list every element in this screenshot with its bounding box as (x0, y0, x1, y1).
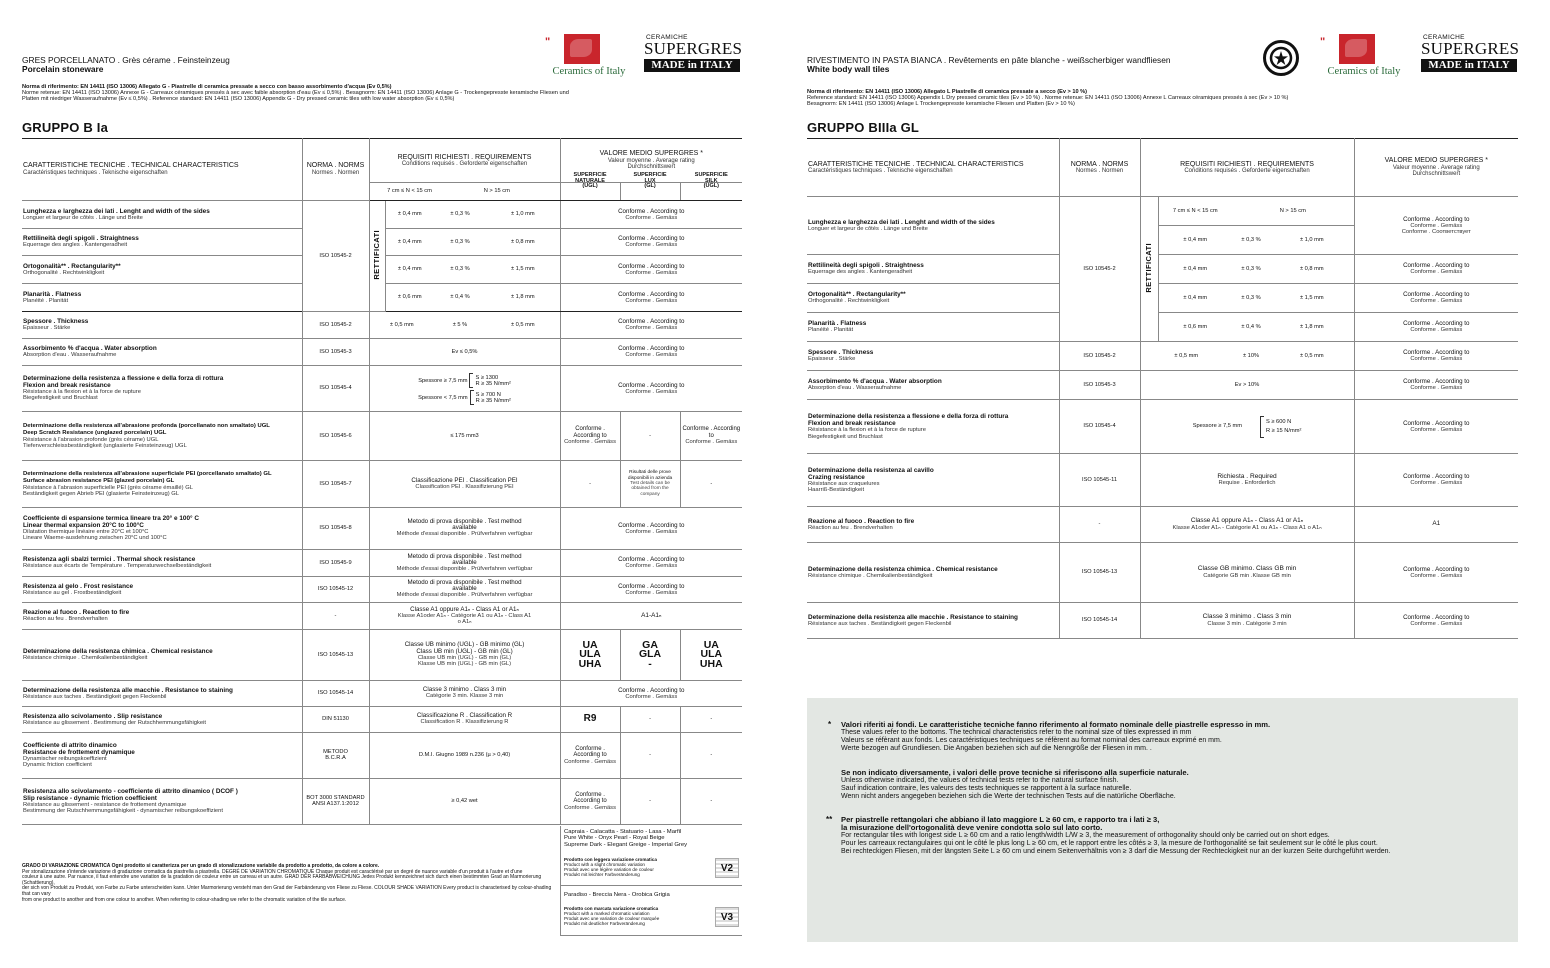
table-row: Determinazione della resistenza a flessione e della forza di rottura Flexion and break resistance Résistance à la flexion et à la force de rupture Biegefestigkeit und Bruchlast ISO 10545-4 Spessore ≥ 7,5 mm S ≥ 600 N R ≥ 15 N/mm² Conforme . According to Conforme . Gemäss (807, 400, 1518, 454)
table-row: Determinazione della resistenza alle macchie . Resistance to staining Résistance aux taches . Beständigkeit gegen Fleckenbil ISO 10545-14 Classe 3 minimo . Class 3 min Classe 3 min . Catégorie 3 min Conforme . According to Conforme . Gemäss (807, 603, 1518, 639)
left-title (22, 56, 230, 74)
table-row: Ortogonalità** . Rectangularity** Orthogonalité . Rechtwinkligkeit ± 0,4 mm ± 0,3 % ± 1,5 mm Conforme . According to Conforme . Gemäss (807, 284, 1518, 313)
supergres-line2: SUPERGRES (644, 39, 743, 58)
supergres-line1: CERAMICHE (646, 34, 688, 41)
table-row: Determinazione della resistenza all'abrasione superficiale PEI (porcellanato smaltato) GL Surface abrasion resistance PEI (glazed porcelain) GL Résistance à l'abrasion superficielle PEI (grès cérame émaillé) GL Beständigkeit gegen Abrieb PEI (glasierte Feinsteinzeug) GL ISO 10545-7 Classificazione PEI . Classification PEI Classification PEI . Klassifizierung PEI - Risultati delle prove disponibili in azienda Test details can be obtained from the company - (22, 460, 742, 507)
ceramics-logo-text: Ceramics of Italy (552, 66, 626, 77)
table-row: Planarità . Flatness Planéité . Planität ± 0,6 mm ± 0,4 % ± 1,8 mm Conforme . According to Conforme . Gemäss (22, 283, 742, 311)
right-group-title: GRUPPO BIIIa GL (807, 120, 920, 135)
left-norm-line3: Platten mit niedriger Wasseraufnahme (Ev ≤ 0,5%) . Reference standard: EN 14411 (ISO 13006) Appendix G - Dry pressed ceramic tiles with low water absorption (Ev ≤ 0,5%) (22, 96, 455, 102)
table-row: Determinazione della resistenza al cavillo Crazing resistance Résistance aux craquelures Haarriß-Beständigkeit ISO 10545-11 Richiesta . Required Requise . Enforderlich Conforme . According to Conforme . Gemäss (807, 454, 1518, 507)
table-row: Resistenza allo scivolamento . Slip resistance Résistance au glissement . Bestimmung der Rutschhemmungsfähigkeit DIN 51130 Classificazione R . Classification R Classification R . Klassifizierung R R9 - - (22, 706, 742, 732)
right-norm-line3: Besagnorm: EN 14411 (ISO 13006) Anlage L Trockengepresste keramische Fliesen und Platten (Ev > 10 %) (807, 101, 1075, 107)
right-norm (807, 89, 1457, 107)
table-row: Rettilineità degli spigoli . Straightness Equerrage des angles . Kantengeradheit ± 0,4 mm ± 0,3 % ± 0,8 mm Conforme . According to Conforme . Gemäss (22, 228, 742, 255)
table-row: Determinazione della resistenza a flessione e della forza di rottura Flexion and break resistance Résistance à la flexion et à la force de rupture Biegefestigkeit und Bruchlast ISO 10545-4 Spessore ≥ 7,5 mm S ≥ 1300 R ≥ 35 N/mm² Spessore < 7,5 mm S ≥ 700 N R ≥ 35 N/mm² Conforme . According to Conforme . Gemäss (22, 365, 742, 411)
v3-box: Paradiso - Breccia Nera - Orobica Grigia Prodotto con marcata variazione cromatica Product with a marked chromatic variation Produit avec une variation de couleur marquée Produkt mit deutlicher Farbveränderung V3 (560, 886, 742, 936)
supergres-logo-right: CERAMICHE SUPERGRES MADE in ITALY (1421, 34, 1520, 71)
quality-seal-icon (1263, 40, 1299, 76)
v2-badge: V2 (715, 858, 739, 878)
table-row: Assorbimento % d'acqua . Water absorption Absorption d'eau . Wasseraufnahme ISO 10545-3 Ev > 10% Conforme . According to Conforme . Gemäss (807, 371, 1518, 400)
ceramics-logo-text: Ceramics of Italy (1327, 66, 1401, 77)
ceramics-logo-square-icon (564, 34, 600, 64)
table-row: Determinazione della resistenza alle macchie . Resistance to staining Résistance aux taches . Beständigkeit gegen Fleckenbil ISO 10545-14 Classe 3 minimo . Class 3 min Catégorie 3 min. Klasse 3 min Conforme . According to Conforme . Gemäss (22, 680, 742, 706)
left-norm-line1: Norma di riferimento: EN 14411 (ISO 13006) Allegato G - Piastrelle di ceramica pressate a secco con basso assorbimento d'acqua (Ev 0,5%) (22, 84, 392, 90)
rettificati-label: RETTIFICATI (371, 229, 381, 280)
note-1: * Valori riferiti ai fondi. Le caratteristiche tecniche fanno riferimento al formato nominale delle piastrelle espresso in mm. These values refer to the bottoms. The technical characteristics refer to the nominal size of tiles expressed in mm Valeurs se réfèrant aux fonds. Les caractéristiques techniques se réfèrent au format nominal des carreaux exprimé en mm. Werte bezogen auf Grundliesen. Die Angaben beziehen sich auf die Nenngröße der Fliesen in mm. . (828, 720, 1271, 752)
left-group-title: GRUPPO B Ia (22, 120, 108, 135)
table-header-row: CARATTERISTICHE TECNICHE . TECHNICAL CHARACTERISTICS Caractéristiques techniques . Teknische eigenschaften NORMA . NORMS Normes . Normen REQUISITI RICHIESTI . REQUIREMENTS Conditions requisés . Geforderte eigenschaften VALORE MEDIO SUPERGRES * Valeur moyenne . Average rating Durchschnittswert (22, 139, 742, 183)
right-norm-line1: Norma di riferimento: EN 14411 (ISO 13006) Allegato L Piastrelle di ceramica pressate a secco (Ev > 10 %) (807, 89, 1087, 95)
ceramics-of-italy-logo: " Ceramics of Italy (545, 34, 633, 84)
colour-variation-text: GRADO DI VARIAZIONE CROMATICA Ogni prodotto si caratterizza per un grado di stonalizzazione variabile da prodotto a prodotto, da colore a colore. Per stonalizzazione s'intende variazione di gradazione cromatica da piastrella a piastrella. DEGRÉ DE VARIATION CHROMATIQUE Chaque produit est caractérisé par un degré de nuance variable d'un produit à l'autre et d'une couleur à une autre. Par nuance, il faut entendre une variation de la gradation de couleur entre un carreau et un autre. GRAD DER FARBABWEICHUNG Jedes Produkt kennzeichnet sich durch einen bestimmten Grad an Marmorierung (Schattierung), der sich von Produkt zu Produkt, von Farbe zu Farbe unterscheiden kann. Unter Marmorierung versteht man den Grad der Farbänderung von Fliese zu Fliese. COLOUR SHADE VARIATION Every product is characterised by colour-shading that can vary from one product to another and from one colour to another. When referring to colour-shading we refer to the chromatic variation of the tile surface. (22, 863, 552, 903)
right-title (807, 56, 1171, 74)
table-row: Determinazione della resistenza chimica . Chemical resistance Résistance chimique . Chemikalienbeständigkeit ISO 10545-13 Classe GB minimo. Class GB min Catégorie GB min .Klasse GB min Conforme . According to Conforme . Gemäss (807, 543, 1518, 603)
table-row: Ortogonalità** . Rectangularity** Orthogonalité . Rechtwinkligkeit ± 0,4 mm ± 0,3 % ± 1,5 mm Conforme . According to Conforme . Gemäss (22, 255, 742, 283)
table-header-row: CARATTERISTICHE TECNICHE . TECHNICAL CHARACTERISTICS Caractéristiques techniques . Teknische eigenschaften NORMA . NORMS Normes . Normen REQUISITI RICHIESTI . REQUIREMENTS Conditions requisés . Geforderte eigenschaften VALORE MEDIO SUPERGRES * Valeur moyenne . Average rating Durchschnittswert (807, 139, 1518, 197)
note-3: ** Per piastrelle rettangolari che abbiano il lato maggiore L ≥ 60 cm, e rapporto tra i lati ≥ 3, la misurazione dell'ortogonalità deve venire condotta solo sul lato corto. For rectangular tiles with longest side L ≥ 60 cm and a ratio length/width L/W ≥ 3, the measurement of orthogonality should only be carried out on short edges. Pour les carreaux rectangulaires qui ont le côté le plus long L ≥ 60 cm, et le rapport entre les côtés ≥ 3, la mesure de l'orthogonalité se fait seulement sur le côté le plus court. Bei rechteckigen Fliesen, mit der längsten Seite L ≥ 60 cm und einem Seitenverhältnis von ≥ 3 darf die Messung der Rechteckigkeit nur an der kurzen Seite durchgeführt werden. (826, 815, 1391, 855)
table-row: Spessore . Thickness Epaisseur . Stärke ISO 10545-2 ± 0,5 mm ± 10% ± 0,5 mm Conforme . According to Conforme . Gemäss (807, 342, 1518, 371)
ceramics-of-italy-logo-right: " Ceramics of Italy (1320, 34, 1408, 84)
left-spec-table: CARATTERISTICHE TECNICHE . TECHNICAL CHARACTERISTICS Caractéristiques techniques . Teknische eigenschaften NORMA . NORMS Normes . Normen REQUISITI RICHIESTI . REQUIREMENTS Conditions requisés . Geforderte eigenschaften VALORE MEDIO SUPERGRES * Valeur moyenne . Average rating Durchschnittswert 7 cm ≤ N < 15 cm N > 15 cm SUPERFICIE NATURALE (UGL) SUPERFICIE LUX (GL) SUPERFICIE SILK (UGL) Lunghezza e larghezza dei lati . Lenght and width of the sides Longuer et largeur de côtés . Länge und Breite ISO 10545-2 RETTIFICATI ± 0,4 mm ± 0,3 % ± 1,0 mm Conforme . According to Conforme . Gemäss Rettilineità degli spigoli . Straightness Equerrage des angles . Kantengeradheit ± 0,4 mm ± 0,3 % ± 0,8 mm Conforme . According to Conforme . Gemäss Ortogonalità** . Rectangularity** Orthogonalité . Rechtwinkligkeit ± 0,4 mm ± 0,3 % ± 1,5 mm Conforme . According to Conforme . Gemäss Planarità . Flatness Planéité . Planität ± 0,6 mm ± 0,4 % ± 1,8 mm Conforme . According to Conforme . Gemäss Spessore . Thickness Epaisseur . Stärke ISO 10545-2 ± 0,5 mm ± 5 % ± 0,5 mm Conforme . According to Conforme . Gemäss Assorbimento % d'acqua . Water absorption Absorption d'eau . Wasseraufnahme ISO 10545-3 Ev ≤ 0,5% Conforme . According to Conforme . Gemäss Determinazione della resistenza a flessione e della forza di rottura Flexion and break resistance Résistance à la flexion et à la force de rupture Biegefestigkeit und Bruchlast ISO 10545-4 Spessore ≥ 7,5 mm S ≥ 1300 R ≥ 35 N/mm² Spessore < 7,5 mm S ≥ 700 N R ≥ 35 N/mm² Conforme . According to Conforme . Gemäss Determinazione della resistenza all'abrasione profonda (porcellanato non smaltato) UGL Deep Scratch Resistance (unglazed porcelain) UGL Résistance à l'abrasion profonde (grès cérame) UGL Tiefenverschleissbeständigkeit (unglasierte Feinsteinzeug) UGL ISO 10545-6 ≤ 175 mm3 Conforme . According to Conforme . Gemäss - Conforme . According to Conforme . Gemäss Determinazione della resistenza all'abrasione superficiale PEI (porcellanato smaltato) GL Surface abrasion resistance PEI (glazed porcelain) GL Résistance à l'abrasion superficielle PEI (grès cérame émaillé) GL Beständigkeit gegen Abrieb PEI (glasierte Feinsteinzeug) GL ISO 10545-7 Classificazione PEI . Classification PEI Classification PEI . Klassifizierung PEI - Risultati delle prove disponibili in azienda Test details can be obtained from the company - Coefficiente di espansione termica lineare tra 20° e 100° C Linear thermal expansion 20°C to 100°C Dilatation thermique linéaire entre 20°C et 100°C Lineare Waeme-ausdehnung zwischen 20°C und 100°C ISO 10545-8 Metodo di prova disponibile . Test method available Méthode d'essai disponible . Prüfverfahren verfügbar Conforme . According to Conforme . Gemäss Resistenza agli sbalzi termici . Thermal shock resistance Résistance aux écarts de Température . Temperaturwechselbeständigkeit ISO 10545-9 Metodo di prova disponibile . Test method available Méthode d'essai disponible . Prüfverfahren verfügbar Conforme . According to Conforme . Gemäss Resistenza al gelo . Frost resistance Résistance au gel . Frostbeständigkeit ISO 10545-12 Metodo di prova disponibile . Test method available Méthode d'essai disponible . Prüfverfahren verfügbar Conforme . According to Conforme . Gemäss Reazione al fuoco . Reaction to fire Réaction au feu . Brendverhalten - Classe A1 oppure A1ₙ - Class A1 or A1ₙ Klasse A1oder A1ₙ - Catégorie A1 ou A1ₙ - Class A1 o A1ₙ A1-A1ₙ Determinazione della resistenza chimica . Chemical resistance Résistance chimique . Chemikalienbeständigkeit ISO 10545-13 Classe UB minimo (UGL) - GB minimo (GL) Class UB min (UGL) - GB min (GL) Classe UB min (UGL) - GB min (GL) Klasse UB min (UGL) - GB min (GL) UA ULA UHA GA GLA - UA ULA UHA Determinazione della resistenza alle macchie . Resistance to staining Résistance aux taches . Beständigkeit gegen Fleckenbil ISO 10545-14 Classe 3 minimo . Class 3 min Catégorie 3 min. Klasse 3 min Conforme . According to Conforme . Gemäss Resistenza allo scivolamento . Slip resistance Résistance au glissement . Bestimmung der Rutschhemmungsfähigkeit DIN 51130 Classificazione R . Classification R Classification R . Klassifizierung R R9 - - Coefficiente di attrito dinamico Resistance de frottement dynamique Dynamischer reibungskoeffizient Dynamic friction coefficient METODO B.C.R.A D.M.I. Giugno 1989 n.236 (µ > 0,40) Conforme . According to Conforme . Gemäss - - Resistenza allo scivolamento - coefficiente di attrito dinamico ( DCOF ) Slip resistance - dynamic friction coefficient Résistance au glissement - resistance de frottement dynamique Bestimmung der Rutschhemmungsfähigkeit - dynamischer reibungskoeffizient BOT 3000 STANDARD ANSI A137.1:2012 ≥ 0,42 wet Conforme . According to Conforme . Gemäss - - (22, 138, 742, 825)
table-row: Resistenza al gelo . Frost resistance Résistance au gel . Frostbeständigkeit ISO 10545-12 Metodo di prova disponibile . Test method available Méthode d'essai disponible . Prüfverfahren verfügbar Conforme . According to Conforme . Gemäss (22, 576, 742, 602)
table-row: Reazione al fuoco . Reaction to fire Réaction au feu . Brendverhalten - Classe A1 oppure A1ₙ - Class A1 or A1ₙ Klasse A1oder A1ₙ - Catégorie A1 ou A1ₙ - Class A1 o A1ₙ A1 (807, 507, 1518, 543)
table-row: Planarità . Flatness Planéité . Planität ± 0,6 mm ± 0,4 % ± 1,8 mm Conforme . According to Conforme . Gemäss (807, 313, 1518, 342)
right-norm-line2: Reference standard: EN 14411 (ISO 13006) Appendix L Dry pressed ceramic tiles (Ev > 10 %) . Norme retenue: EN 14411 (ISO 13006) Annexe L Carreaux céramiques pressés à sec (Ev > 10 %) (807, 95, 1289, 101)
right-spec-table: CARATTERISTICHE TECNICHE . TECHNICAL CHARACTERISTICS Caractéristiques techniques . Teknische eigenschaften NORMA . NORMS Normes . Normen REQUISITI RICHIESTI . REQUIREMENTS Conditions requisés . Geforderte eigenschaften VALORE MEDIO SUPERGRES * Valeur moyenne . Average rating Durchschnittswert Lunghezza e larghezza dei lati . Lenght and width of the sides Longuer et largeur de côtés . Länge und Breite ISO 10545-2 RETTIFICATI 7 cm ≤ N < 15 cm N > 15 cm Conforme . According to Conforme . Gemäss Conforme . Соответствует ± 0,4 mm ± 0,3 % ± 1,0 mm Rettilineità degli spigoli . Straightness Equerrage des angles . Kantengeradheit ± 0,4 mm ± 0,3 % ± 0,8 mm Conforme . According to Conforme . Gemäss Ortogonalità** . Rectangularity** Orthogonalité . Rechtwinkligkeit ± 0,4 mm ± 0,3 % ± 1,5 mm Conforme . According to Conforme . Gemäss Planarità . Flatness Planéité . Planität ± 0,6 mm ± 0,4 % ± 1,8 mm Conforme . According to Conforme . Gemäss Spessore . Thickness Epaisseur . Stärke ISO 10545-2 ± 0,5 mm ± 10% ± 0,5 mm Conforme . According to Conforme . Gemäss Assorbimento % d'acqua . Water absorption Absorption d'eau . Wasseraufnahme ISO 10545-3 Ev > 10% Conforme . According to Conforme . Gemäss Determinazione della resistenza a flessione e della forza di rottura Flexion and break resistance Résistance à la flexion et à la force de rupture Biegefestigkeit und Bruchlast ISO 10545-4 Spessore ≥ 7,5 mm S ≥ 600 N R ≥ 15 N/mm² Conforme . According to Conforme . Gemäss Determinazione della resistenza al cavillo Crazing resistance Résistance aux craquelures Haarriß-Beständigkeit ISO 10545-11 Richiesta . Required Requise . Enforderlich Conforme . According to Conforme . Gemäss Reazione al fuoco . Reaction to fire Réaction au feu . Brendverhalten - Classe A1 oppure A1ₙ - Class A1 or A1ₙ Klasse A1oder A1ₙ - Catégorie A1 ou A1ₙ - Class A1 o A1ₙ A1 Determinazione della resistenza chimica . Chemical resistance Résistance chimique . Chemikalienbeständigkeit ISO 10545-13 Classe GB minimo. Class GB min Catégorie GB min .Klasse GB min Conforme . According to Conforme . Gemäss Determinazione della resistenza alle macchie . Resistance to staining Résistance aux taches . Beständigkeit gegen Fleckenbil ISO 10545-14 Classe 3 minimo . Class 3 min Classe 3 min . Catégorie 3 min Conforme . According to Conforme . Gemäss (807, 138, 1518, 639)
table-row: ± 0,4 mm ± 0,3 % ± 1,0 mm (807, 226, 1518, 255)
left-norm (22, 84, 672, 102)
rettificati-label-right: RETTIFICATI (1143, 243, 1153, 293)
v2-box: Capraia - Calacatta - Statuario - Lasa - Marfil Pure White - Onyx Pearl - Royal Beige Supreme Dark - Elegant Greige - Imperial Grey Prodotto con leggera variazione cromatica Product with a slight chromatic variation Produit avec une légère variation de couleur Produkt mit leichter Farbveränderung V2 (560, 826, 742, 886)
right-title-line2: White body wall tiles (807, 64, 890, 74)
notes-box (807, 698, 1518, 942)
table-row: Lunghezza e larghezza dei lati . Lenght and width of the sides Longuer et largeur de côtés . Länge und Breite ISO 10545-2 RETTIFICATI ± 0,4 mm ± 0,3 % ± 1,0 mm Conforme . According to Conforme . Gemäss (22, 200, 742, 228)
supergres-logo (644, 34, 743, 78)
table-row: Assorbimento % d'acqua . Water absorption Absorption d'eau . Wasseraufnahme ISO 10545-3 Ev ≤ 0,5% Conforme . According to Conforme . Gemäss (22, 338, 742, 365)
right-title-line1: RIVESTIMENTO IN PASTA BIANCA . Revêtements en pâte blanche - weißscherbiger wandfliesen (807, 55, 1171, 65)
table-row: Determinazione della resistenza chimica . Chemical resistance Résistance chimique . Chemikalienbeständigkeit ISO 10545-13 Classe UB minimo (UGL) - GB minimo (GL) Class UB min (UGL) - GB min (GL) Classe UB min (UGL) - GB min (GL) Klasse UB min (UGL) - GB min (GL) UA ULA UHA GA GLA - UA ULA UHA (22, 629, 742, 680)
v3-badge: V3 (715, 907, 739, 927)
table-row: Rettilineità degli spigoli . Straightness Equerrage des angles . Kantengeradheit ± 0,4 mm ± 0,3 % ± 0,8 mm Conforme . According to Conforme . Gemäss (807, 255, 1518, 284)
left-title-line2: Porcelain stoneware (22, 64, 104, 74)
table-row: Coefficiente di espansione termica lineare tra 20° e 100° C Linear thermal expansion 20°C to 100°C Dilatation thermique linéaire entre 20°C et 100°C Lineare Waeme-ausdehnung zwischen 20°C und 100°C ISO 10545-8 Metodo di prova disponibile . Test method available Méthode d'essai disponible . Prüfverfahren verfügbar Conforme . According to Conforme . Gemäss (22, 507, 742, 549)
table-row: Determinazione della resistenza all'abrasione profonda (porcellanato non smaltato) UGL Deep Scratch Resistance (unglazed porcelain) UGL Résistance à l'abrasion profonde (grès cérame) UGL Tiefenverschleissbeständigkeit (unglasierte Feinsteinzeug) UGL ISO 10545-6 ≤ 175 mm3 Conforme . According to Conforme . Gemäss - Conforme . According to Conforme . Gemäss (22, 411, 742, 460)
left-norm-line2: Norme retenue: EN 14411 (ISO 13006) Annexe G - Carreaux céramiques pressés à sec avec faible absorption d'eau (Ev ≤ 0,5%) . Besagnorm: EN 14411 (ISO 13006) Anlage G - Trockengepresste keramische Fliesen und (22, 90, 569, 96)
ceramics-logo-square-icon (1339, 34, 1375, 64)
table-row: Resistenza agli sbalzi termici . Thermal shock resistance Résistance aux écarts de Température . Temperaturwechselbeständigkeit ISO 10545-9 Metodo di prova disponibile . Test method available Méthode d'essai disponible . Prüfverfahren verfügbar Conforme . According to Conforme . Gemäss (22, 549, 742, 576)
supergres-line3: MADE in ITALY (644, 59, 740, 72)
note-2: Se non indicato diversamente, i valori delle prove tecniche si riferiscono alla superficie naturale. Unless otherwise indicated, the values of technical tests refer to the natural surface finish. Sauf indication contraire, les valeurs des tests techniques se rapportent à la surface naturelle. Wenn nicht anders angegeben beziehen sich die Werte der technischen Tests auf die natürliche Oberfläche. (841, 768, 1189, 800)
table-row: Resistenza allo scivolamento - coefficiente di attrito dinamico ( DCOF ) Slip resistance - dynamic friction coefficient Résistance au glissement - resistance de frottement dynamique Bestimmung der Rutschhemmungsfähigkeit - dynamischer reibungskoeffizient BOT 3000 STANDARD ANSI A137.1:2012 ≥ 0,42 wet Conforme . According to Conforme . Gemäss - - (22, 778, 742, 824)
table-row: Coefficiente di attrito dinamico Resistance de frottement dynamique Dynamischer reibungskoeffizient Dynamic friction coefficient METODO B.C.R.A D.M.I. Giugno 1989 n.236 (µ > 0,40) Conforme . According to Conforme . Gemäss - - (22, 732, 742, 778)
left-title-line1: GRES PORCELLANATO . Grès cérame . Feinsteinzeug (22, 55, 230, 65)
table-row: Reazione al fuoco . Reaction to fire Réaction au feu . Brendverhalten - Classe A1 oppure A1ₙ - Class A1 or A1ₙ Klasse A1oder A1ₙ - Catégorie A1 ou A1ₙ - Class A1 o A1ₙ A1-A1ₙ (22, 602, 742, 629)
table-row: Spessore . Thickness Epaisseur . Stärke ISO 10545-2 ± 0,5 mm ± 5 % ± 0,5 mm Conforme . According to Conforme . Gemäss (22, 311, 742, 338)
